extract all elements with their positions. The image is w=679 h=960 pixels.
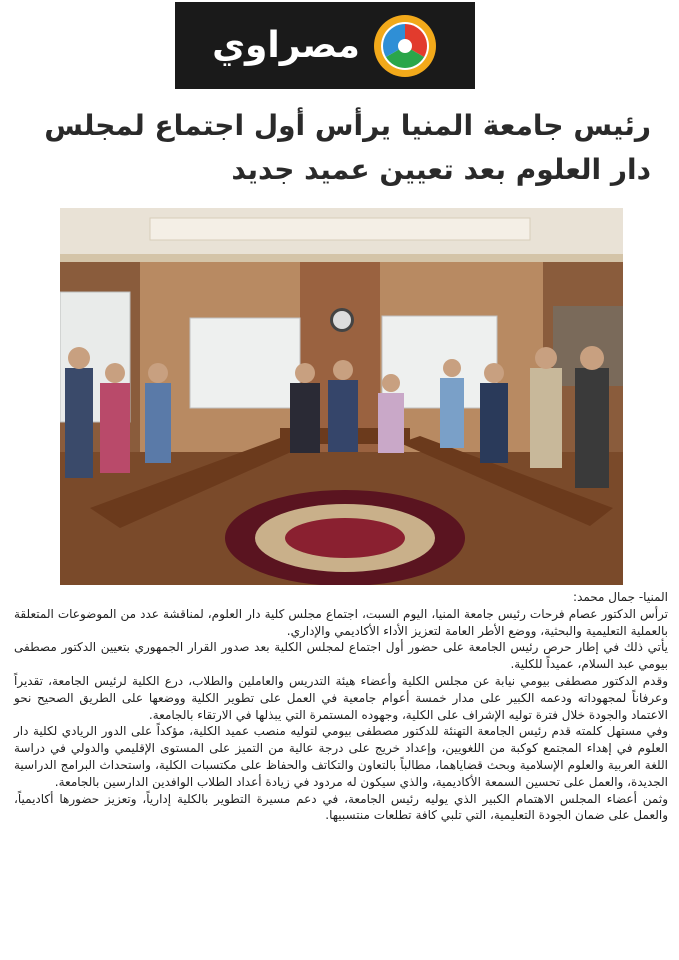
logo-emblem-icon [372, 13, 438, 79]
article-paragraph: يأتي ذلك في إطار حرص رئيس الجامعة على حضور أول اجتماع لمجلس الكلية بعد صدور القرار الجمهوري بتعيين الدكتور مصطفى بيومي عبد السلام، عميداً للكلية. [14, 640, 668, 672]
article-paragraph: ترأس الدكتور عصام فرحات رئيس جامعة المنيا، اليوم السبت، اجتماع مجلس كلية دار العلوم، لمناقشة عدد من الموضوعات المتعلقة بالعملية التعليمية والبحثية، ووضع الأطر العامة لتعزيز الأداء الأكاديمي والإداري. [14, 606, 668, 638]
article-body [14, 589, 668, 824]
article-paragraph: وفي مستهل كلمته قدم رئيس الجامعة التهنئة للدكتور مصطفى بيومي لتوليه منصب عميد الكلية، مؤكداً على الدور الريادي لكلية دار العلوم في إهداء المجتمع كوكبة من اللغويين، وإعداد خريج على درجة عالية من التميز على المستوى الإقليمي والدولي في دراسة اللغة العربية والعلوم الإسلامية وبحث قضاياهما، مطالباً بالتعاون والتكاتف والحفاظ على مكتسبات الكلية، واستحداث البرامج الدراسية الجديدة، والعمل على تحسين السمعة الأكاديمية، والذي سيكون له مردود في زيادة أعداد الطلاب الوافدين الدارسين بالجامعة. [14, 724, 668, 789]
article-paragraph: وثمن أعضاء المجلس الاهتمام الكبير الذي يوليه رئيس الجامعة، في دعم مسيرة التطوير بالكلية إدارياً، وتعزيز حضورها أكاديمياً، والعمل على ضمان الجودة التعليمية، التي تلبي كافة تطلعات منتسبيها. [14, 791, 668, 823]
article-headline: رئيس جامعة المنيا يرأس أول اجتماع لمجلس دار العلوم بعد تعيين عميد جديد [44, 109, 651, 186]
logo-wordmark: مصراوي [212, 25, 360, 66]
meeting-photo [60, 208, 623, 585]
meeting-photo-illustration [60, 208, 623, 585]
article-paragraph: وقدم الدكتور مصطفى بيومي نيابة عن مجلس الكلية وأعضاء هيئة التدريس والعاملين والطلاب، درع الكلية لرئيس الجامعة، تقديراً وعرفاناً لمجهوداته ودعمه الكبير على مدار خمسة أعوام جامعية في العمل على تطوير الكلية ووضعها على الطريق الصحيح نحو الاعتماد والجودة خلال فترة توليه الإشراف على الكلية، وجهوده المستمرة التي يبذلها في الارتقاء بالجامعة. [14, 673, 668, 722]
article-byline: المنيا- جمال محمد: [573, 590, 668, 604]
site-logo[interactable] [175, 2, 475, 89]
